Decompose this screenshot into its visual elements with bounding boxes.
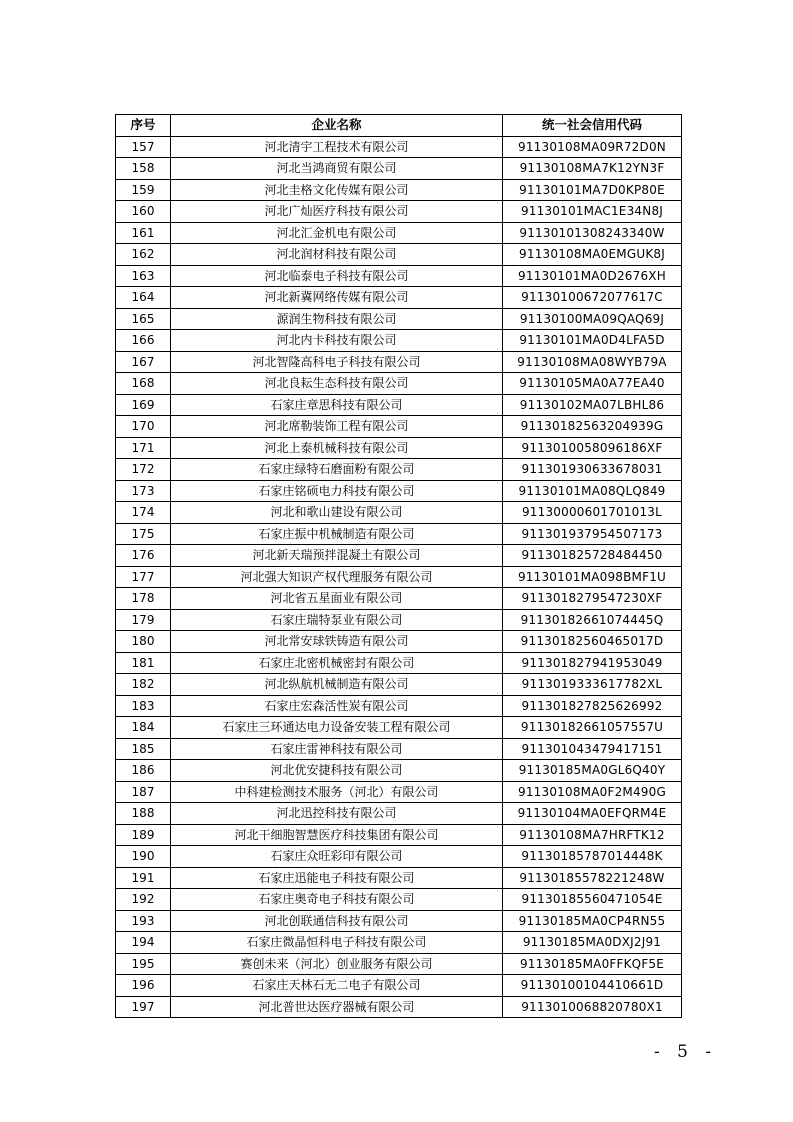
cell-serial-number: 177 [116, 566, 171, 588]
header-credit-code: 统一社会信用代码 [503, 115, 682, 137]
cell-enterprise-name: 河北优安捷科技有限公司 [171, 760, 503, 782]
cell-enterprise-name: 中科建检测技术服务（河北）有限公司 [171, 781, 503, 803]
cell-enterprise-name: 河北当鸿商贸有限公司 [171, 158, 503, 180]
cell-serial-number: 183 [116, 695, 171, 717]
page-number: - 5 - [654, 1042, 718, 1062]
cell-enterprise-name: 石家庄天林石无二电子有限公司 [171, 975, 503, 997]
cell-serial-number: 172 [116, 459, 171, 481]
cell-serial-number: 193 [116, 910, 171, 932]
cell-credit-code: 91130108MA7K12YN3F [503, 158, 682, 180]
cell-serial-number: 165 [116, 308, 171, 330]
cell-enterprise-name: 河北纵航机械制造有限公司 [171, 674, 503, 696]
cell-enterprise-name: 河北内卡科技有限公司 [171, 330, 503, 352]
cell-enterprise-name: 河北席勒装饰工程有限公司 [171, 416, 503, 438]
cell-enterprise-name: 河北广灿医疗科技有限公司 [171, 201, 503, 223]
cell-serial-number: 187 [116, 781, 171, 803]
cell-credit-code: 91130101MA098BMF1U [503, 566, 682, 588]
cell-credit-code: 91130185560471054E [503, 889, 682, 911]
table-row [116, 566, 682, 588]
cell-enterprise-name: 石家庄迅能电子科技有限公司 [171, 867, 503, 889]
table-row [116, 910, 682, 932]
cell-enterprise-name: 石家庄北密机械密封有限公司 [171, 652, 503, 674]
table-row [116, 717, 682, 739]
cell-credit-code: 91130185787014448K [503, 846, 682, 868]
cell-enterprise-name: 河北创联通信科技有限公司 [171, 910, 503, 932]
cell-serial-number: 197 [116, 996, 171, 1018]
cell-credit-code: 91130000601701013L [503, 502, 682, 524]
table-row [116, 588, 682, 610]
table-row [116, 416, 682, 438]
cell-enterprise-name: 石家庄绿特石磨面粉有限公司 [171, 459, 503, 481]
cell-credit-code: 911301827825626992 [503, 695, 682, 717]
cell-serial-number: 180 [116, 631, 171, 653]
cell-serial-number: 167 [116, 351, 171, 373]
cell-credit-code: 91130182563204939G [503, 416, 682, 438]
cell-credit-code: 91130108MA0EMGUK8J [503, 244, 682, 266]
cell-credit-code: 91130185578221248W [503, 867, 682, 889]
cell-credit-code: 91130104MA0EFQRM4E [503, 803, 682, 825]
cell-credit-code: 91130101MA0D4LFA5D [503, 330, 682, 352]
cell-credit-code: 91130108MA0F2M490G [503, 781, 682, 803]
cell-credit-code: 91130101MA7D0KP80E [503, 179, 682, 201]
table-row [116, 867, 682, 889]
table-row [116, 244, 682, 266]
cell-serial-number: 195 [116, 953, 171, 975]
cell-credit-code: 91130108MA7HRFTK12 [503, 824, 682, 846]
cell-enterprise-name: 河北润材科技有限公司 [171, 244, 503, 266]
cell-enterprise-name: 石家庄瑞特泵业有限公司 [171, 609, 503, 631]
cell-enterprise-name: 河北迅控科技有限公司 [171, 803, 503, 825]
table-row [116, 545, 682, 567]
table-row [116, 932, 682, 954]
cell-serial-number: 192 [116, 889, 171, 911]
cell-serial-number: 186 [116, 760, 171, 782]
cell-credit-code: 91130100688207​80X1 [503, 996, 682, 1018]
cell-enterprise-name: 河北智隆高科电子科技有限公司 [171, 351, 503, 373]
cell-serial-number: 157 [116, 136, 171, 158]
cell-credit-code: 91130101308243340W [503, 222, 682, 244]
table-row [116, 631, 682, 653]
cell-credit-code: 911301825728484450 [503, 545, 682, 567]
table-row [116, 480, 682, 502]
cell-enterprise-name: 石家庄铭硕电力科技有限公司 [171, 480, 503, 502]
cell-serial-number: 188 [116, 803, 171, 825]
cell-credit-code: 911301043479417151 [503, 738, 682, 760]
cell-enterprise-name: 石家庄众旺彩印有限公司 [171, 846, 503, 868]
cell-serial-number: 184 [116, 717, 171, 739]
cell-credit-code: 91130185MA0FFKQF5E [503, 953, 682, 975]
table-row [116, 996, 682, 1018]
table-row [116, 846, 682, 868]
cell-serial-number: 178 [116, 588, 171, 610]
cell-credit-code: 91130108MA08WYB79A [503, 351, 682, 373]
table-row [116, 287, 682, 309]
cell-credit-code: 91130182560465017D [503, 631, 682, 653]
cell-serial-number: 175 [116, 523, 171, 545]
cell-credit-code: 91130185MA0GL6Q40Y [503, 760, 682, 782]
cell-enterprise-name: 河北省五星面业有限公司 [171, 588, 503, 610]
cell-credit-code: 91130101MA0D2676XH [503, 265, 682, 287]
cell-credit-code: 91130185MA0CP4RN55 [503, 910, 682, 932]
cell-enterprise-name: 河北干细胞智慧医疗科技集团有限公司 [171, 824, 503, 846]
cell-credit-code: 911301937954507173 [503, 523, 682, 545]
cell-serial-number: 161 [116, 222, 171, 244]
cell-enterprise-name: 河北汇金机电有限公司 [171, 222, 503, 244]
table-row [116, 824, 682, 846]
cell-enterprise-name: 石家庄微晶恒科电子科技有限公司 [171, 932, 503, 954]
table-row [116, 523, 682, 545]
cell-serial-number: 164 [116, 287, 171, 309]
cell-credit-code: 91130108MA09R72D0N [503, 136, 682, 158]
cell-credit-code: 91130185MA0DXJ2J91 [503, 932, 682, 954]
cell-serial-number: 171 [116, 437, 171, 459]
cell-credit-code: 91130182661074445Q [503, 609, 682, 631]
cell-enterprise-name: 河北清宇工程技术有限公司 [171, 136, 503, 158]
cell-serial-number: 176 [116, 545, 171, 567]
table-row [116, 394, 682, 416]
cell-enterprise-name: 石家庄三环通达电力设备安装工程有限公司 [171, 717, 503, 739]
table-row [116, 975, 682, 997]
table-row [116, 803, 682, 825]
cell-serial-number: 160 [116, 201, 171, 223]
cell-serial-number: 194 [116, 932, 171, 954]
cell-credit-code: 91130105MA0A77EA40 [503, 373, 682, 395]
cell-credit-code: 91130101MAC1E34N8J [503, 201, 682, 223]
table-row [116, 760, 682, 782]
cell-serial-number: 179 [116, 609, 171, 631]
table-row [116, 437, 682, 459]
table-row [116, 889, 682, 911]
enterprise-table [115, 114, 682, 1018]
cell-enterprise-name: 赛创未来（河北）创业服务有限公司 [171, 953, 503, 975]
cell-serial-number: 174 [116, 502, 171, 524]
table-row [116, 265, 682, 287]
header-enterprise-name: 企业名称 [171, 115, 503, 137]
cell-serial-number: 189 [116, 824, 171, 846]
cell-credit-code: 911301933361​7782XL [503, 674, 682, 696]
cell-enterprise-name: 河北临泰电子科技有限公司 [171, 265, 503, 287]
table-row [116, 179, 682, 201]
cell-serial-number: 182 [116, 674, 171, 696]
cell-enterprise-name: 源润生物科技有限公司 [171, 308, 503, 330]
cell-serial-number: 159 [116, 179, 171, 201]
table-row [116, 695, 682, 717]
cell-enterprise-name: 河北常安球铁铸造有限公司 [171, 631, 503, 653]
table-row [116, 373, 682, 395]
cell-credit-code: 91130101MA08QLQ849 [503, 480, 682, 502]
cell-serial-number: 190 [116, 846, 171, 868]
cell-credit-code: 91130102MA07LBHL86 [503, 394, 682, 416]
table-row [116, 609, 682, 631]
table-row [116, 136, 682, 158]
cell-serial-number: 185 [116, 738, 171, 760]
cell-credit-code: 91130182661057557U [503, 717, 682, 739]
cell-credit-code: 911301930633678031 [503, 459, 682, 481]
table-row [116, 201, 682, 223]
table-row [116, 158, 682, 180]
table-row [116, 738, 682, 760]
cell-serial-number: 168 [116, 373, 171, 395]
table-header-row [116, 115, 682, 137]
cell-serial-number: 166 [116, 330, 171, 352]
cell-enterprise-name: 河北良耘生态科技有限公司 [171, 373, 503, 395]
cell-enterprise-name: 石家庄雷神科技有限公司 [171, 738, 503, 760]
cell-enterprise-name: 石家庄章思科技有限公司 [171, 394, 503, 416]
table-row [116, 308, 682, 330]
cell-enterprise-name: 河北强大知识产权代理服务有限公司 [171, 566, 503, 588]
cell-serial-number: 191 [116, 867, 171, 889]
table-row [116, 781, 682, 803]
cell-serial-number: 163 [116, 265, 171, 287]
cell-credit-code: 91130100MA09QAQ69J [503, 308, 682, 330]
table-row [116, 502, 682, 524]
cell-credit-code: 911301827941953049 [503, 652, 682, 674]
cell-credit-code: 91130100104410661D [503, 975, 682, 997]
cell-enterprise-name: 石家庄宏森活性炭有限公司 [171, 695, 503, 717]
cell-credit-code: 91130100580961​86XF [503, 437, 682, 459]
table-row [116, 652, 682, 674]
cell-enterprise-name: 河北新天瑞预拌混凝土有限公司 [171, 545, 503, 567]
cell-enterprise-name: 石家庄奥奇电子科技有限公司 [171, 889, 503, 911]
table-row [116, 351, 682, 373]
cell-enterprise-name: 石家庄振中机械制造有限公司 [171, 523, 503, 545]
cell-credit-code: 91130100672077617C [503, 287, 682, 309]
table-row [116, 222, 682, 244]
cell-serial-number: 158 [116, 158, 171, 180]
cell-serial-number: 162 [116, 244, 171, 266]
cell-serial-number: 181 [116, 652, 171, 674]
cell-enterprise-name: 河北圭格文化传媒有限公司 [171, 179, 503, 201]
cell-enterprise-name: 河北新冀网络传媒有限公司 [171, 287, 503, 309]
cell-enterprise-name: 河北和歌山建设有限公司 [171, 502, 503, 524]
cell-serial-number: 169 [116, 394, 171, 416]
table-row [116, 459, 682, 481]
table-row [116, 674, 682, 696]
cell-enterprise-name: 河北普世达医疗器械有限公司 [171, 996, 503, 1018]
table-row [116, 953, 682, 975]
cell-credit-code: 91130182795472​30XF [503, 588, 682, 610]
cell-serial-number: 170 [116, 416, 171, 438]
table-body [116, 136, 682, 1018]
table-row [116, 330, 682, 352]
cell-enterprise-name: 河北上泰机械科技有限公司 [171, 437, 503, 459]
header-serial-number: 序号 [116, 115, 171, 137]
cell-serial-number: 196 [116, 975, 171, 997]
cell-serial-number: 173 [116, 480, 171, 502]
